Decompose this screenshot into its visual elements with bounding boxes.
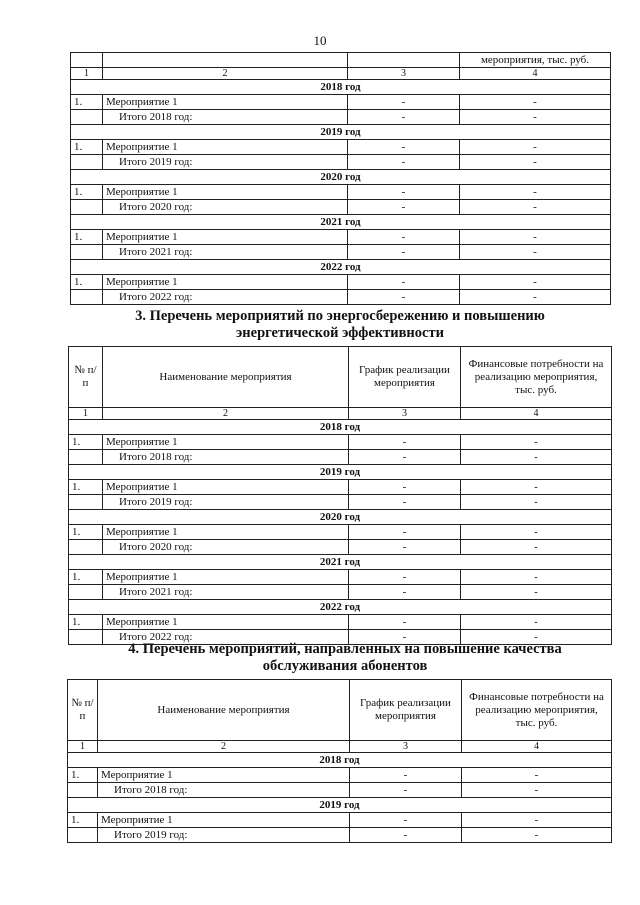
total-finance: - — [461, 630, 612, 645]
header-name: Наименование мероприятия — [98, 680, 350, 741]
table-header-row — [68, 680, 612, 741]
table-row — [69, 615, 612, 630]
total-row — [68, 783, 612, 798]
total-row — [71, 245, 611, 260]
total-schedule: - — [348, 245, 460, 260]
item-number: 1. — [71, 230, 103, 245]
table-section-3 — [68, 346, 612, 645]
total-finance: - — [460, 245, 611, 260]
total-label: Итого 2020 год: — [103, 540, 349, 555]
year-row — [68, 798, 612, 813]
total-finance: - — [462, 783, 612, 798]
item-name: Мероприятие 1 — [103, 435, 349, 450]
item-finance: - — [461, 525, 612, 540]
table-row — [71, 275, 611, 290]
total-label: Итого 2018 год: — [103, 110, 348, 125]
item-schedule: - — [348, 185, 460, 200]
section-4-title: 4. Перечень мероприятий, направленных на повышение качества обслуживания абонентов — [128, 641, 562, 674]
table-row — [71, 95, 611, 110]
section-3-title: 3. Перечень мероприятий по энергосбережению и повышению энергетической эффективности — [135, 308, 545, 341]
year-label: 2022 год — [69, 600, 612, 615]
total-schedule: - — [349, 585, 461, 600]
year-label: 2021 год — [69, 555, 612, 570]
item-name: Мероприятие 1 — [98, 768, 350, 783]
total-finance: - — [460, 155, 611, 170]
year-row — [68, 753, 612, 768]
page-number: 10 — [313, 33, 327, 48]
item-finance: - — [460, 185, 611, 200]
total-label: Итого 2019 год: — [98, 828, 350, 843]
continued-header-fragment: мероприятия, тыс. руб. — [460, 53, 611, 68]
total-label: Итого 2019 год: — [103, 155, 348, 170]
total-label: Итого 2020 год: — [103, 200, 348, 215]
total-schedule: - — [348, 155, 460, 170]
year-label: 2021 год — [71, 215, 611, 230]
year-group — [71, 80, 611, 305]
item-number: 1. — [71, 185, 103, 200]
year-label: 2019 год — [71, 125, 611, 140]
item-schedule: - — [350, 768, 462, 783]
item-schedule: - — [348, 140, 460, 155]
table-section-4 — [67, 679, 612, 843]
item-schedule: - — [349, 435, 461, 450]
item-schedule: - — [350, 813, 462, 828]
total-finance: - — [461, 585, 612, 600]
total-finance: - — [462, 828, 612, 843]
year-label: 2020 год — [71, 170, 611, 185]
table-continued — [70, 52, 611, 305]
year-group — [68, 753, 612, 843]
item-name: Мероприятие 1 — [103, 185, 348, 200]
table-row — [71, 185, 611, 200]
continued-header-row — [71, 53, 611, 68]
item-finance: - — [462, 768, 612, 783]
total-schedule: - — [350, 783, 462, 798]
item-finance: - — [460, 230, 611, 245]
item-schedule: - — [348, 230, 460, 245]
item-number: 1. — [69, 570, 103, 585]
year-row — [69, 420, 612, 435]
item-number: 1. — [69, 615, 103, 630]
year-group — [69, 420, 612, 645]
year-label: 2018 год — [69, 420, 612, 435]
year-label: 2018 год — [71, 80, 611, 95]
item-number: 1. — [71, 95, 103, 110]
item-name: Мероприятие 1 — [103, 95, 348, 110]
header-name: Наименование мероприятия — [103, 347, 349, 408]
total-row — [71, 290, 611, 305]
total-schedule: - — [349, 450, 461, 465]
header-num: № п/п — [69, 347, 103, 408]
total-schedule: - — [350, 828, 462, 843]
total-row — [69, 450, 612, 465]
item-name: Мероприятие 1 — [103, 480, 349, 495]
year-label: 2019 год — [69, 465, 612, 480]
item-schedule: - — [349, 480, 461, 495]
total-row — [71, 110, 611, 125]
header-finance: Финансовые потребности на реализацию мероприятия, тыс. руб. — [461, 347, 612, 408]
item-number: 1. — [69, 480, 103, 495]
table-row — [69, 480, 612, 495]
year-row — [69, 510, 612, 525]
total-finance: - — [461, 540, 612, 555]
year-row — [71, 260, 611, 275]
header-schedule: График реализации мероприятия — [350, 680, 462, 741]
item-number: 1. — [69, 525, 103, 540]
item-finance: - — [461, 570, 612, 585]
table-row — [69, 570, 612, 585]
table-row — [69, 435, 612, 450]
table-row — [71, 140, 611, 155]
item-schedule: - — [349, 525, 461, 540]
total-finance: - — [461, 495, 612, 510]
table-row — [69, 525, 612, 540]
item-finance: - — [462, 813, 612, 828]
year-row — [71, 80, 611, 95]
total-row — [69, 585, 612, 600]
total-label: Итого 2022 год: — [103, 630, 349, 645]
header-finance: Финансовые потребности на реализацию мероприятия, тыс. руб. — [462, 680, 612, 741]
year-row — [71, 215, 611, 230]
total-finance: - — [460, 200, 611, 215]
item-finance: - — [461, 480, 612, 495]
item-finance: - — [460, 95, 611, 110]
total-schedule: - — [349, 495, 461, 510]
item-finance: - — [461, 435, 612, 450]
year-row — [69, 600, 612, 615]
total-schedule: - — [349, 630, 461, 645]
total-finance: - — [461, 450, 612, 465]
total-schedule: - — [348, 110, 460, 125]
column-number-row: 1 2 3 4 — [68, 741, 612, 753]
total-label: Итого 2018 год: — [98, 783, 350, 798]
item-schedule: - — [348, 95, 460, 110]
year-row — [71, 170, 611, 185]
year-row — [69, 465, 612, 480]
item-name: Мероприятие 1 — [103, 140, 348, 155]
total-finance: - — [460, 110, 611, 125]
year-label: 2022 год — [71, 260, 611, 275]
year-label: 2018 год — [68, 753, 612, 768]
table-header-row — [69, 347, 612, 408]
total-label: Итого 2021 год: — [103, 245, 348, 260]
year-row — [69, 555, 612, 570]
item-name: Мероприятие 1 — [98, 813, 350, 828]
year-label: 2020 год — [69, 510, 612, 525]
item-name: Мероприятие 1 — [103, 570, 349, 585]
item-number: 1. — [69, 435, 103, 450]
total-label: Итого 2022 год: — [103, 290, 348, 305]
table-row — [68, 768, 612, 783]
total-row — [71, 155, 611, 170]
total-row — [71, 200, 611, 215]
item-finance: - — [460, 140, 611, 155]
total-schedule: - — [349, 540, 461, 555]
year-label: 2019 год — [68, 798, 612, 813]
header-schedule: График реализации мероприятия — [349, 347, 461, 408]
item-name: Мероприятие 1 — [103, 615, 349, 630]
column-number-row: 1 2 3 4 — [71, 68, 611, 80]
item-finance: - — [461, 615, 612, 630]
item-number: 1. — [71, 140, 103, 155]
table-row — [68, 813, 612, 828]
column-number-row: 1 2 3 4 — [69, 408, 612, 420]
item-number: 1. — [68, 768, 98, 783]
item-number: 1. — [68, 813, 98, 828]
item-number: 1. — [71, 275, 103, 290]
header-num: № п/п — [68, 680, 98, 741]
total-row — [68, 828, 612, 843]
item-name: Мероприятие 1 — [103, 525, 349, 540]
total-finance: - — [460, 290, 611, 305]
total-label: Итого 2019 год: — [103, 495, 349, 510]
total-label: Итого 2018 год: — [103, 450, 349, 465]
item-name: Мероприятие 1 — [103, 230, 348, 245]
item-finance: - — [460, 275, 611, 290]
item-schedule: - — [349, 570, 461, 585]
item-name: Мероприятие 1 — [103, 275, 348, 290]
total-row — [69, 540, 612, 555]
total-label: Итого 2021 год: — [103, 585, 349, 600]
table-row — [71, 230, 611, 245]
item-schedule: - — [348, 275, 460, 290]
total-schedule: - — [348, 200, 460, 215]
total-row — [69, 495, 612, 510]
item-schedule: - — [349, 615, 461, 630]
year-row — [71, 125, 611, 140]
total-schedule: - — [348, 290, 460, 305]
